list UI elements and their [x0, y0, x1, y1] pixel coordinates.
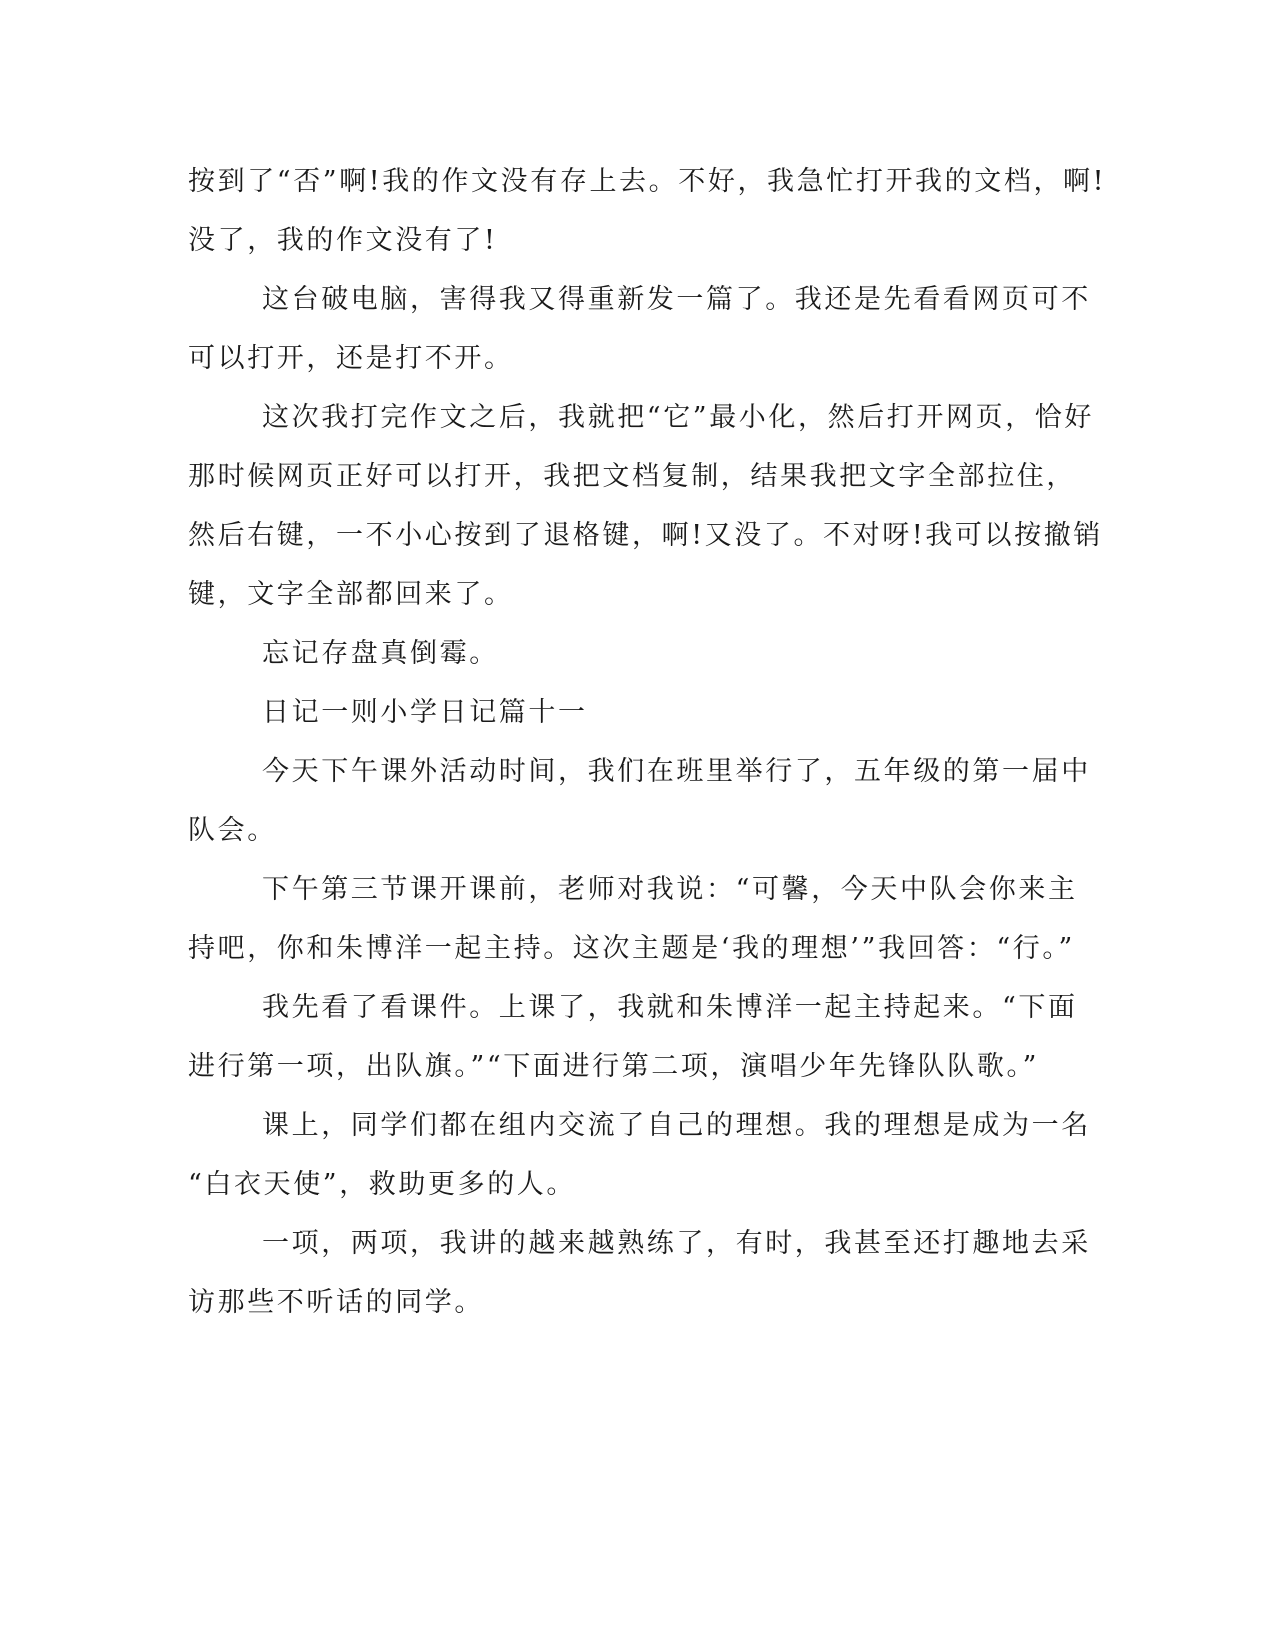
paragraph-start-line: 今天下午课外活动时间，我们在班里举行了，五年级的第一届中: [262, 756, 1091, 787]
text-line: 持吧，你和朱博洋一起主持。这次主题是‘我的理想’”我回答：“行。”: [188, 933, 1075, 964]
text-line: 进行第一项，出队旗。”“下面进行第二项，演唱少年先锋队队歌。”: [188, 1051, 1040, 1082]
text-line: 可以打开，还是打不开。: [188, 343, 514, 374]
paragraph-start-line: 这次我打完作文之后，我就把“它”最小化，然后打开网页，恰好: [262, 402, 1095, 433]
paragraph-start-line: 一项，两项，我讲的越来越熟练了，有时，我甚至还打趣地去采: [262, 1228, 1091, 1259]
text-line: 然后右键，一不小心按到了退格键，啊!又没了。不对呀!我可以按撤销: [188, 520, 1103, 551]
text-line: 访那些不听话的同学。: [188, 1287, 484, 1318]
text-line: 按到了“否”啊!我的作文没有存上去。不好，我急忙打开我的文档，啊!: [188, 166, 1107, 197]
text-line: 键，文字全部都回来了。: [188, 579, 514, 610]
text-line: 没了，我的作文没有了!: [188, 225, 498, 256]
paragraph-start-line: 下午第三节课开课前，老师对我说：“可馨，今天中队会你来主: [262, 874, 1078, 905]
paragraph-start-line: 课上，同学们都在组内交流了自己的理想。我的理想是成为一名: [262, 1110, 1091, 1141]
paragraph-start-line: 我先看了看课件。上课了，我就和朱博洋一起主持起来。“下面: [262, 992, 1078, 1023]
paragraph-start-line: 这台破电脑，害得我又得重新发一篇了。我还是先看看网页可不: [262, 284, 1091, 315]
section-heading: 日记一则小学日记篇十一: [262, 697, 588, 728]
text-line: “白衣天使”，救助更多的人。: [188, 1169, 577, 1200]
text-line: 那时候网页正好可以打开，我把文档复制，结果我把文字全部拉住，: [188, 461, 1076, 492]
paragraph-start-line: 忘记存盘真倒霉。: [262, 638, 499, 669]
text-line: 队会。: [188, 815, 277, 846]
